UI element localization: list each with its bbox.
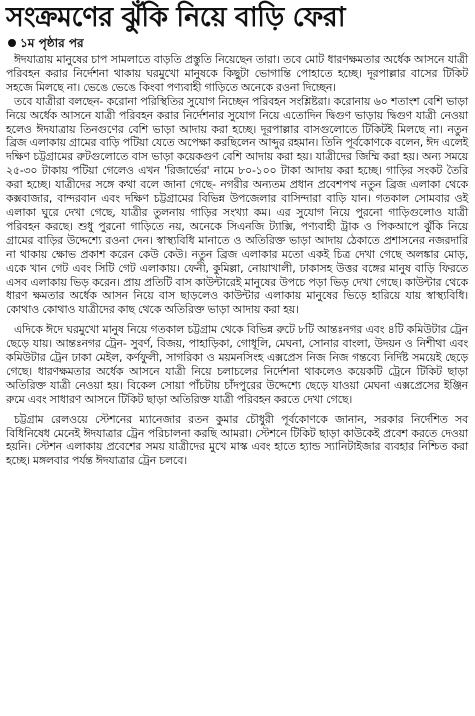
paragraph-1: ঈদযাত্রায় মানুষের চাপ সামলাতে বাড়তি প্রস্তুতি নিয়েছেন তারা। তবে মোট ধারণক্ষমতার অর্ধেক আসনে যাত্রী পরিবহন করার নির্দেশনা থাকায় ঘরমুখো মানুষকে কিছুটা ভোগান্তি পোহাতে হচ্ছে। দূরপাল্লার বাসের টিকিট সহজে মিলছে না। ভেঙে ভেঙে কিংবা পণ্যবাহী গাড়িতে অনেকে রওনা দিচ্ছেন। <box>6 53 468 94</box>
paragraph-2: তবে যাত্রীরা বলছেন- করোনা পরিস্থিতির সুযোগ নিচ্ছেন পরিবহন সংশ্লিষ্টরা। করোনায় ৬০ শতাংশ বেশি ভাড়া নিয়ে অর্ধেক আসনে যাত্রী পরিবহন করার নির্দেশনার সুযোগ নিয়ে এতোদিন দ্বিগুণ ভাড়ায় দ্বিগুণ যাত্রী নেওয়া হলেও ঈদযাত্রায় তিনগুণের বেশি ভাড়া আদায় করা হচ্ছে। দূরপাল্লার বাসগুলোতে টিকিটই মিলছে না। নতুন ব্রিজ এলাকায় গ্রামের বাড়ি পটিয়া যেতে অপেক্ষা করছিলেন আব্দুর রহমান। তিনি পূর্বকোণকে বলেন, ঈদ এলেই দক্ষিণ চট্টগ্রামের রুটগুলোতে বাস ভাড়া কয়েকগুণ বেশি আদায় করা হয়। যাত্রীদের জিম্মি করা হয়। অন্য সময়ে ২৫-৩০ টাকায় পটিয়া গেলেও এখন 'রিজার্ভের' নামে ৮০-১০০ টাকা আদায় করা হচ্ছে। গাড়ির সংকট তৈরি করা হচ্ছে। যাত্রীদের সঙ্গে কথা বলে জানা গেছে- নগরীর অন্যতম প্রধান প্রবেশপথ নতুন ব্রিজ এলাকা থেকে কক্সবাজার, বান্দরবান এবং দক্ষিণ চট্টগ্রামের বিভিন্ন উপজেলার বাসিন্দারা বাড়ি যান। গতকাল সোমবার ওই এলাকা ঘুরে দেখা গেছে, যাত্রীর তুলনায় গাড়ির সংখ্যা কম। এর সুযোগ নিয়ে পুরনো গাড়িগুলোও যাত্রী পরিবহন করছে। শুধু পুরনো গাড়িতে নয়, অনেকে সিএনজি ট্যাক্সি, পণ্যবাহী ট্রাক ও পিকআপে ঝুঁকি নিয়ে গ্রামের বাড়ির উদ্দেশ্যে রওনা দেন। স্বাস্থ্যবিধি মানাতে ও অতিরিক্ত ভাড়া আদায় ঠেকাতে প্রশাসনের নজরদারি না থাকায় ক্ষোভ প্রকাশ করেন কেউ কেউ। নতুন ব্রিজ এলাকার মতো একই চিত্র দেখা গেছে অলঙ্কার মোড়, একে খান গেট এবং সিটি গেট এলাকায়। ফেনী, কুমিল্লা, নোয়াখালী, ঢাকাসহ উত্তর বঙ্গের মানুষ বাড়ি ফিরতে এসব এলাকায় ভিড় করেন। প্রায় প্রতিটি বাস কাউন্টারেই মানুষের উপচে পড়া ভিড় দেখা গেছে। কাউন্টার থেকে ধারণ ক্ষমতার অর্ধেক আসন নিয়ে বাস ছাড়লেও কাউন্টার এলাকায় মানুষের ভিড়ে হারিয়ে যায় স্বাস্থ্যবিধি। কোথাও কোথাও যাত্রীদের কাছ থেকে অতিরিক্ত ভাড়া আদায় করা হয়। <box>6 94 468 317</box>
paragraph-4: চট্টগ্রাম রেলওয়ে স্টেশনের ম্যানেজার রতন কুমার চৌধুরী পূর্বকোণকে জানান, সরকার নির্দেশিত সব বিধিনিষেধ মেনেই ঈদযাত্রার ট্রেন পরিচালনা করছি আমরা। স্টেশনে টিকিট ছাড়া কাউকেই প্রবেশ করতে দেওয়া হয়নি। স্টেশন এলাকায় প্রবেশের সময় যাত্রীদের মুখে মাস্ক এবং হাতে হ্যান্ড স্যানিটাইজার ব্যবহার নিশ্চিত করা হচ্ছে। মঙ্গলবার পর্যন্ত ঈদযাত্রার ট্রেন চলবে। <box>6 412 468 468</box>
paragraph-3: এদিকে ঈদে ঘরমুখো মানুষ নিয়ে গতকাল চট্টগ্রাম থেকে বিভিন্ন রুটে ৮টি আন্তঃনগর এবং ৪টি কমিউটার ট্রেন ছেড়ে যায়। আন্তঃনগর ট্রেন- সুবর্ণ, বিজয়, পাহাড়িকা, গোধূলি, মেঘনা, সোনার বাংলা, উদয়ন ও নিশীথা এবং কমিউটার ট্রেন ঢাকা মেইল, কর্ণফুলী, সাগরিকা ও ময়মনসিংহ এক্সপ্রেস নিজ নিজ গন্তব্যে নির্দিষ্ট সময়েই ছেড়ে গেছে। ধারণক্ষমতার অর্ধেক আসনে যাত্রী নিয়ে চলাচলের নির্দেশনা থাকলেও কয়েকটি ট্রেনে টিকিট ছাড়া অতিরিক্ত যাত্রী নেওয়া হয়। বিকেল সোয়া পাঁচটায় চাঁদপুরের উদ্দেশ্যে ছেড়ে যাওয়া মেঘনা এক্সপ্রেসের ইঞ্জিন রুমে এবং সাধারণ আসনে টিকিট ছাড়া অতিরিক্ত যাত্রী পরিবহন করতে দেখা গেছে। <box>6 323 468 406</box>
continuation-line <box>6 35 468 51</box>
bullet-dot-icon <box>8 39 16 47</box>
headline: সংক্রমণের ঝুঁকি নিয়ে বাড়ি ফেরা <box>6 2 346 33</box>
continuation-label: ১ম পৃষ্ঠার পর <box>20 36 84 50</box>
